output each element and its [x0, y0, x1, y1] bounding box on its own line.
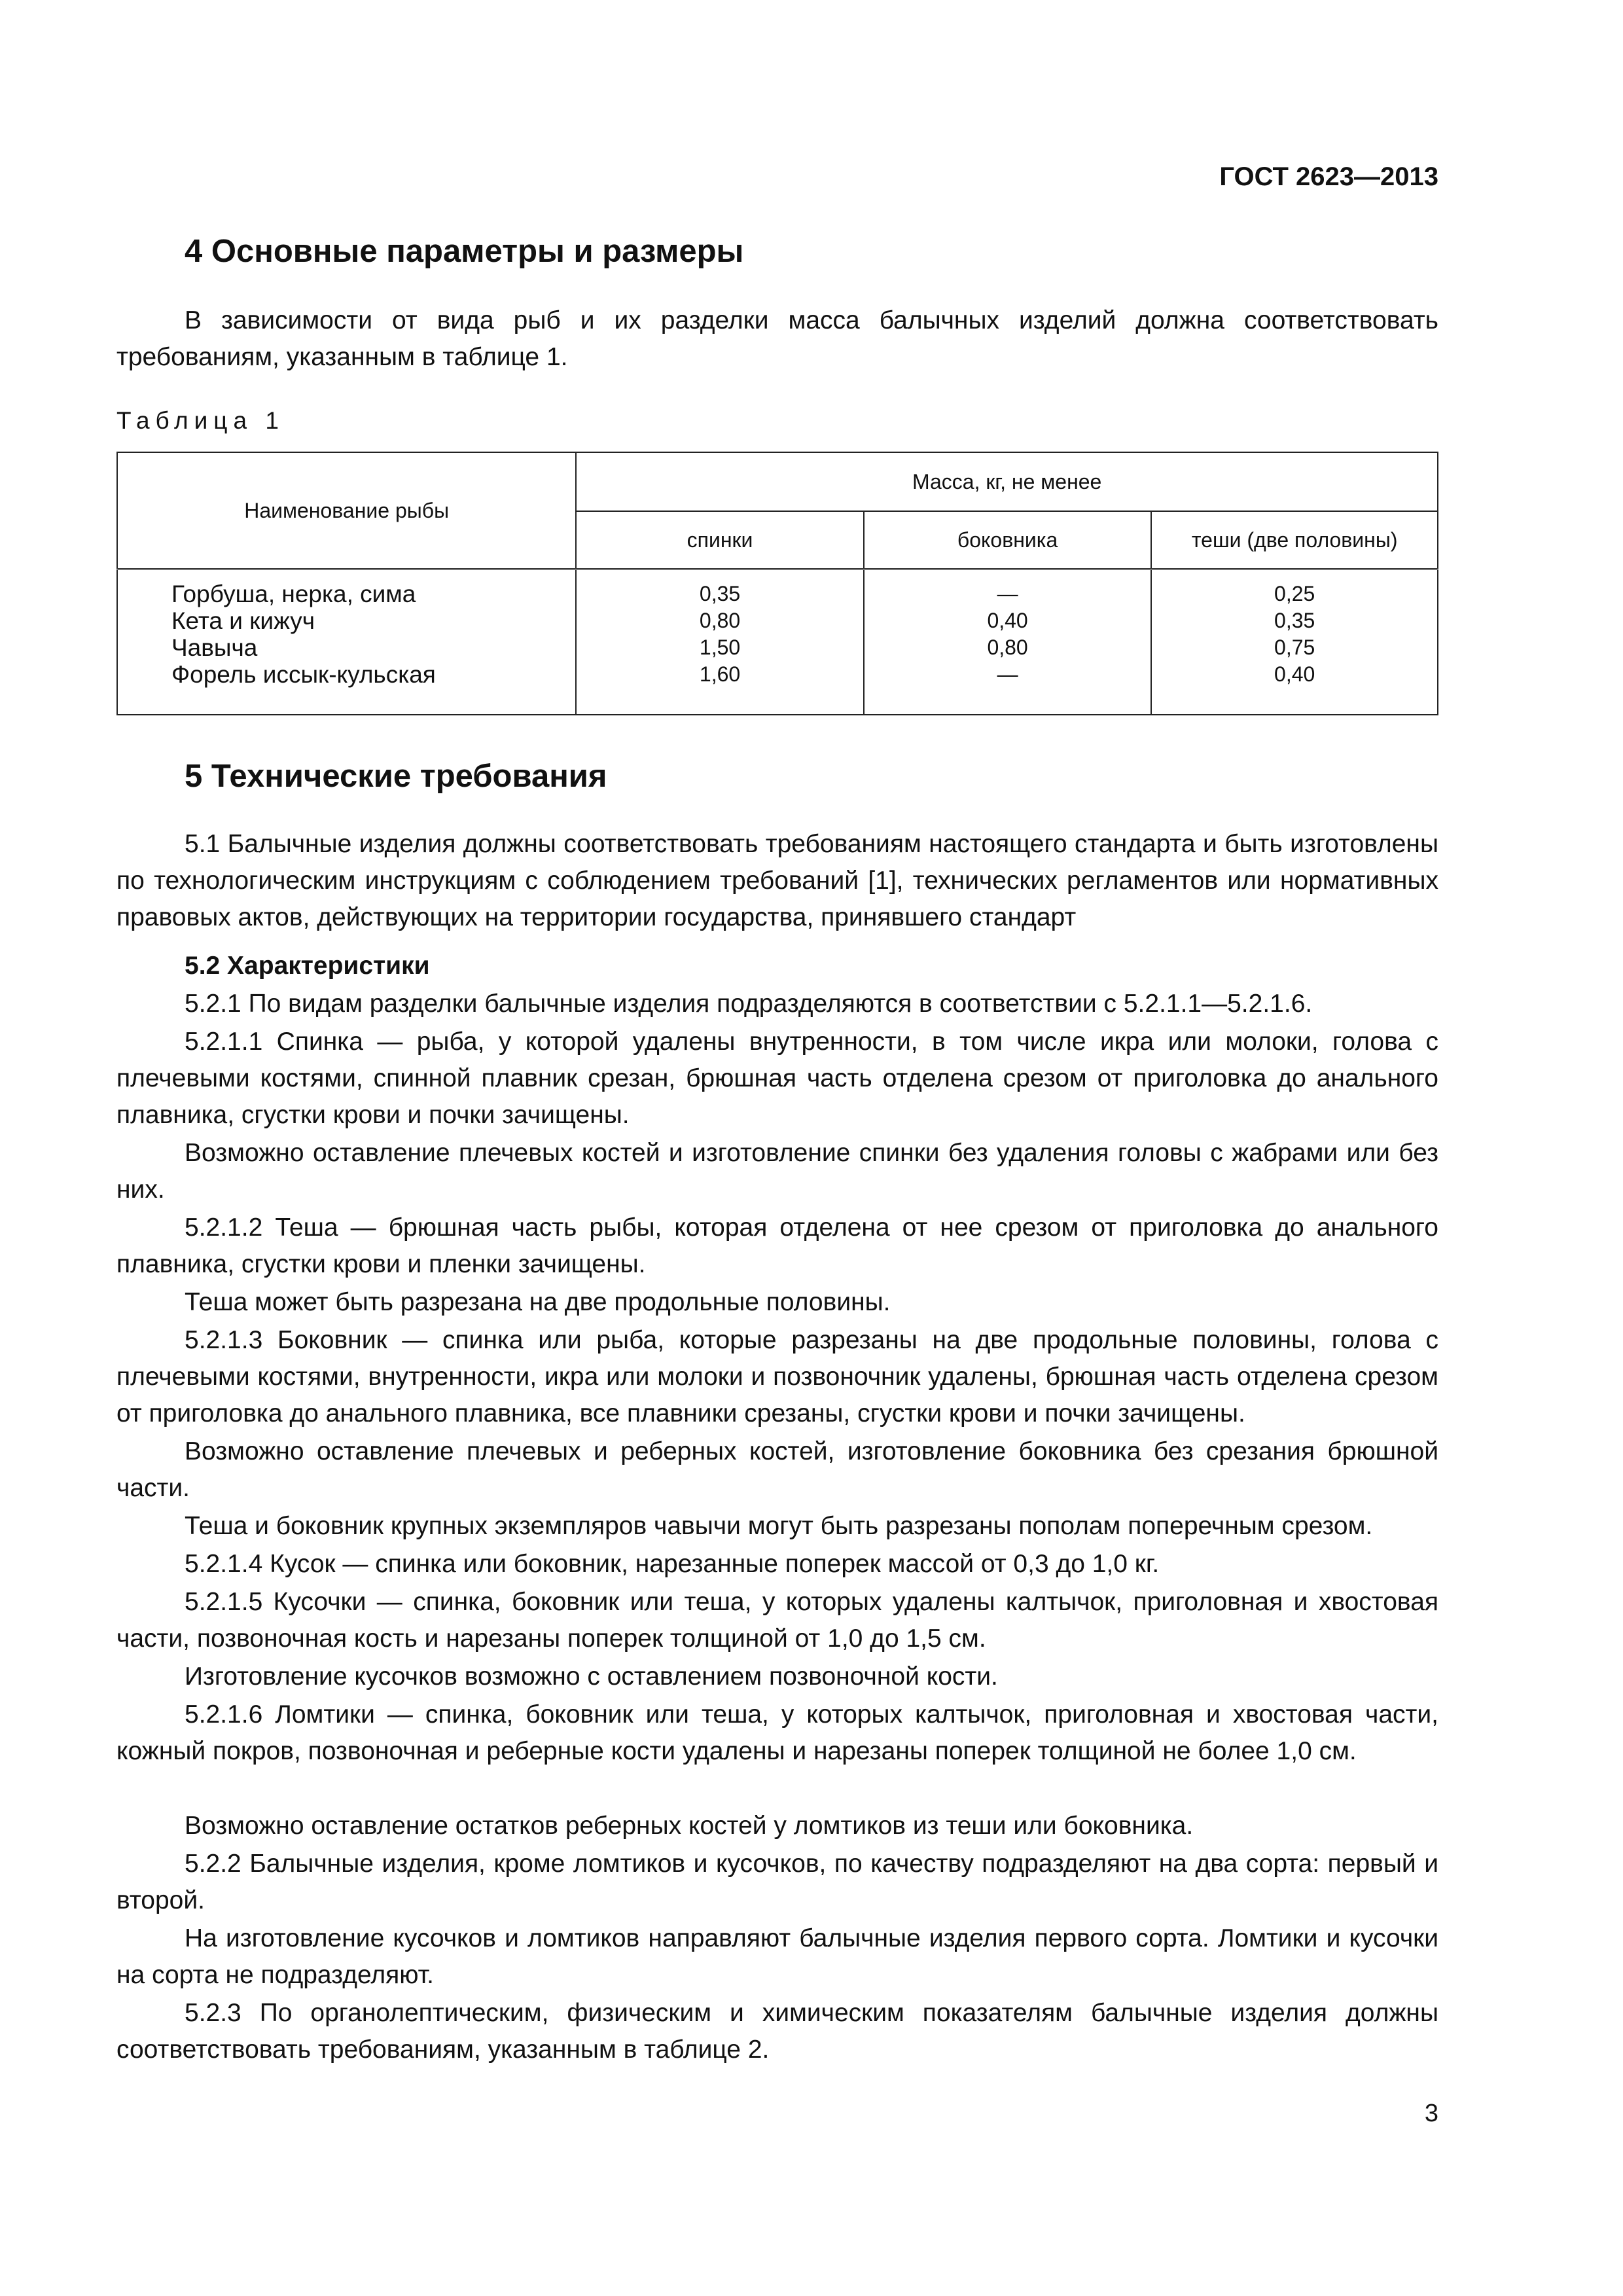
table-header-fish-name: Наименование рыбы [117, 452, 576, 569]
paragraph-5-2-2: 5.2.2 Балычные изделия, кроме ломтиков и кусочков, по качеству подразделяют на два сорта: первый и второй. [116, 1850, 1438, 1914]
paragraph-5-2-1: 5.2.1 По видам разделки балычные изделия подразделяются в соответствии с 5.2.1.1—5.2.1.6. [185, 990, 1313, 1018]
page-number: 3 [1424, 2100, 1438, 2127]
table-1 [116, 452, 1438, 715]
table-cell-value: 0,40 [987, 609, 1028, 632]
table-cell-value: 0,25 [1274, 582, 1315, 605]
table-cell-value: — [997, 582, 1018, 605]
document-header: ГОСТ 2623—2013 [1219, 162, 1438, 191]
table-cell-fish-name: Горбуша, нерка, сима [171, 581, 416, 607]
table-subheader-belly: теши (две половины) [1151, 511, 1438, 569]
paragraph-5-2-1-5: 5.2.1.5 Кусочки — спинка, боковник или теша, у которых удалены калтычок, приголовная и хвостовая части, позвоночная кость и нарезаны поперек толщиной от 1,0 до 1,5 см. [116, 1588, 1438, 1653]
paragraph-grades-note: На изготовление кусочков и ломтиков направляют балычные изделия первого сорта. Ломтики и кусочки на сорта не подразделяют. [116, 1924, 1438, 1989]
table-subheader-side: боковника [864, 511, 1152, 569]
table-cell-value: 0,35 [699, 582, 741, 605]
table-fish-names [117, 569, 576, 715]
table-belly-values [1151, 569, 1438, 715]
table-cell-value: 1,50 [699, 636, 741, 659]
table-subheader-back: спинки [576, 511, 864, 569]
table-cell-value: — [997, 662, 1018, 686]
paragraph-back-note: Возможно оставление плечевых костей и изготовление спинки без удаления головы с жабрами или без них. [116, 1139, 1438, 1204]
paragraph-5-2-1-6: 5.2.1.6 Ломтики — спинка, боковник или теша, у которых калтычок, приголовная и хвостовая части, кожный покров, позвоночная и реберные кости удалены и нарезаны поперек толщиной не более 1,0 см. [116, 1700, 1438, 1765]
table-cell-value: 0,75 [1274, 636, 1315, 659]
table-cell-value: 1,60 [699, 662, 741, 686]
table-cell-fish-name: Чавыча [171, 634, 258, 661]
paragraph-pieces-note: Изготовление кусочков возможно с оставлением позвоночной кости. [185, 1662, 998, 1691]
table-header-mass: Масса, кг, не менее [576, 452, 1438, 511]
table-cell-value: 0,80 [987, 636, 1028, 659]
section-5-title: 5 Технические требования [185, 759, 607, 794]
paragraph-5-2-1-3: 5.2.1.3 Боковник — спинка или рыба, которые разрезаны на две продольные половины, голова с плечевыми костями, внутренности, икра или молоки и позвоночник удалены, брюшная часть отделена срезом от приголовка до анального плавника, все плавники срезаны, сгустки крови и почки зачищены. [116, 1326, 1438, 1427]
paragraph-5-1: 5.1 Балычные изделия должны соответствовать требованиям настоящего стандарта и быть изготовлены по технологическим инструкциям с соблюдением требований [1], технических регламентов или нормативных правовых актов, действующих на территории государства, принявшего стандарт [116, 830, 1438, 931]
table-back-values [576, 569, 864, 715]
paragraph-belly-note: Теша может быть разрезана на две продольные половины. [185, 1288, 891, 1316]
paragraph-side-note: Возможно оставление плечевых и реберных костей, изготовление боковника без срезания брюшной части. [116, 1437, 1438, 1502]
subsection-5-2-title: 5.2 Характеристики [185, 952, 430, 980]
table-cell-value: 0,80 [699, 609, 741, 632]
table-side-values [864, 569, 1152, 715]
paragraph-5-2-1-2: 5.2.1.2 Теша — брюшная часть рыбы, которая отделена от нее срезом от приголовка до анального плавника, сгустки крови и пленки зачищены. [116, 1213, 1438, 1278]
paragraph-chinook-note: Теша и боковник крупных экземпляров чавычи могут быть разрезаны пополам поперечным срезом. [185, 1512, 1373, 1540]
document-page [116, 0, 1438, 2296]
paragraph-5-2-1-4: 5.2.1.4 Кусок — спинка или боковник, нарезанные поперек массой от 0,3 до 1,0 кг. [185, 1550, 1160, 1578]
table-cell-value: 0,35 [1274, 609, 1315, 632]
table-cell-fish-name: Форель иссык-кульская [171, 661, 436, 688]
section-4-title: 4 Основные параметры и размеры [185, 234, 744, 269]
table-1-caption: Таблица 1 [116, 407, 285, 434]
paragraph-slices-note: Возможно оставление остатков реберных костей у ломтиков из теши или боковника. [185, 1812, 1194, 1840]
section-4-intro: В зависимости от вида рыб и их разделки масса балычных изделий должна соответствовать требованиям, указанным в таблице 1. [116, 306, 1438, 371]
paragraph-5-2-1-1: 5.2.1.1 Спинка — рыба, у которой удалены внутренности, в том числе икра или молоки, голова с плечевыми костями, спинной плавник срезан, брюшная часть отделена срезом от приголовка до анального плавника, сгустки крови и почки зачищены. [116, 1028, 1438, 1129]
paragraph-5-2-3: 5.2.3 По органолептическим, физическим и химическим показателям балычные изделия должны соответствовать требованиям, указанным в таблице 2. [116, 1999, 1438, 2064]
table-cell-fish-name: Кета и кижуч [171, 607, 315, 634]
table-body-row [117, 569, 1438, 715]
table-cell-value: 0,40 [1274, 662, 1315, 686]
